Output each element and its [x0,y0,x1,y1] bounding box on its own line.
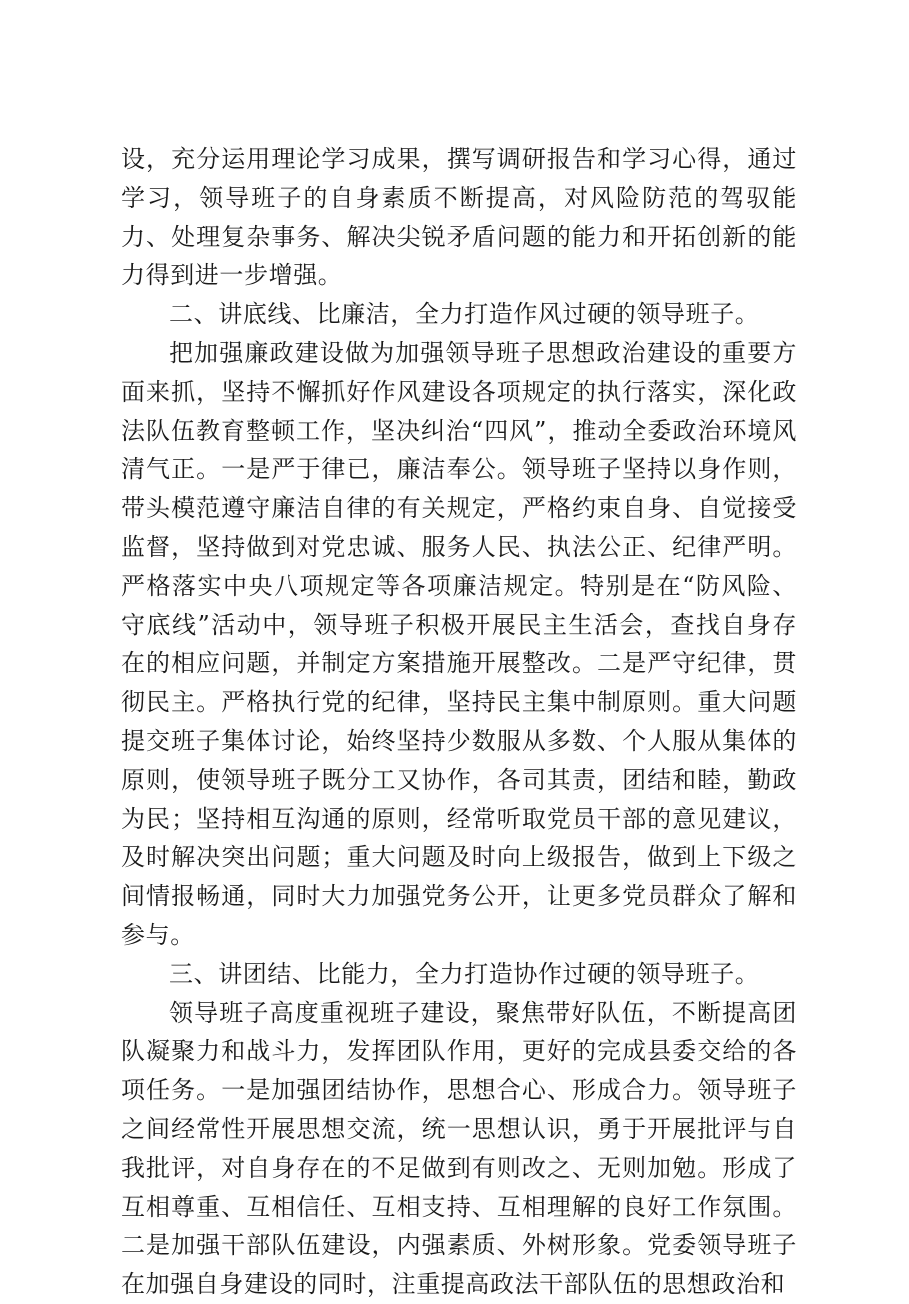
paragraph-integrity: 把加强廉政建设做为加强领导班子思想政治建设的重要方面来抓，坚持不懈抓好作风建设各项规定的执行落实，深化政法队伍教育整顿工作，坚决纠治“四风”，推动全委政治环境风清气正。一是严于律已，廉洁奉公。领导班子坚持以身作则，带头模范遵守廉洁自律的有关规定，严格约束自身、自觉接受监督，坚持做到对党忠诚、服务人民、执法公正、纪律严明。严格落实中央八项规定等各项廉洁规定。特别是在“防风险、守底线”活动中，领导班子积极开展民主生活会，查找自身存在的相应问题，并制定方案措施开展整改。二是严守纪律，贯彻民主。严格执行党的纪律，坚持民主集中制原则。重大问题提交班子集体讨论，始终坚持少数服从多数、个人服从集体的原则，使领导班子既分工又协作，各司其责，团结和睦，勤政为民；坚持相互沟通的原则，经常听取党员干部的意见建议，及时解决突出问题；重大问题及时向上级报告，做到上下级之间情报畅通，同时大力加强党务公开，让更多党员群众了解和参与。 [121,338,797,949]
section-heading-two: 二、讲底线、比廉洁，全力打造作风过硬的领导班子。 [169,300,760,329]
paragraph-unity: 领导班子高度重视班子建设，聚焦带好队伍，不断提高团队凝聚力和战斗力，发挥团队作用，更好的完成县委交给的各项任务。一是加强团结协作，思想合心、形成合力。领导班子之间经常性开展思想交流，统一思想认识，勇于开展批评与自我批评，对自身存在的不足做到有则改之、无则加勉。形成了互相尊重、互相信任、互相支持、互相理解的良好工作氛围。二是加强干部队伍建设，内强素质、外树形象。党委领导班子在加强自身建设的同时，注重提高政法干部队伍的思想政治和 [121,998,797,1299]
section-heading-three: 三、讲团结、比能力，全力打造协作过硬的领导班子。 [169,959,760,988]
document-body [121,140,797,1304]
paragraph-continuation: 设，充分运用理论学习成果，撰写调研报告和学习心得，通过学习，领导班子的自身素质不断提高，对风险防范的驾驭能力、处理复杂事务、解决尖锐矛盾问题的能力和开拓创新的能力得到进一步增强。 [121,145,797,290]
